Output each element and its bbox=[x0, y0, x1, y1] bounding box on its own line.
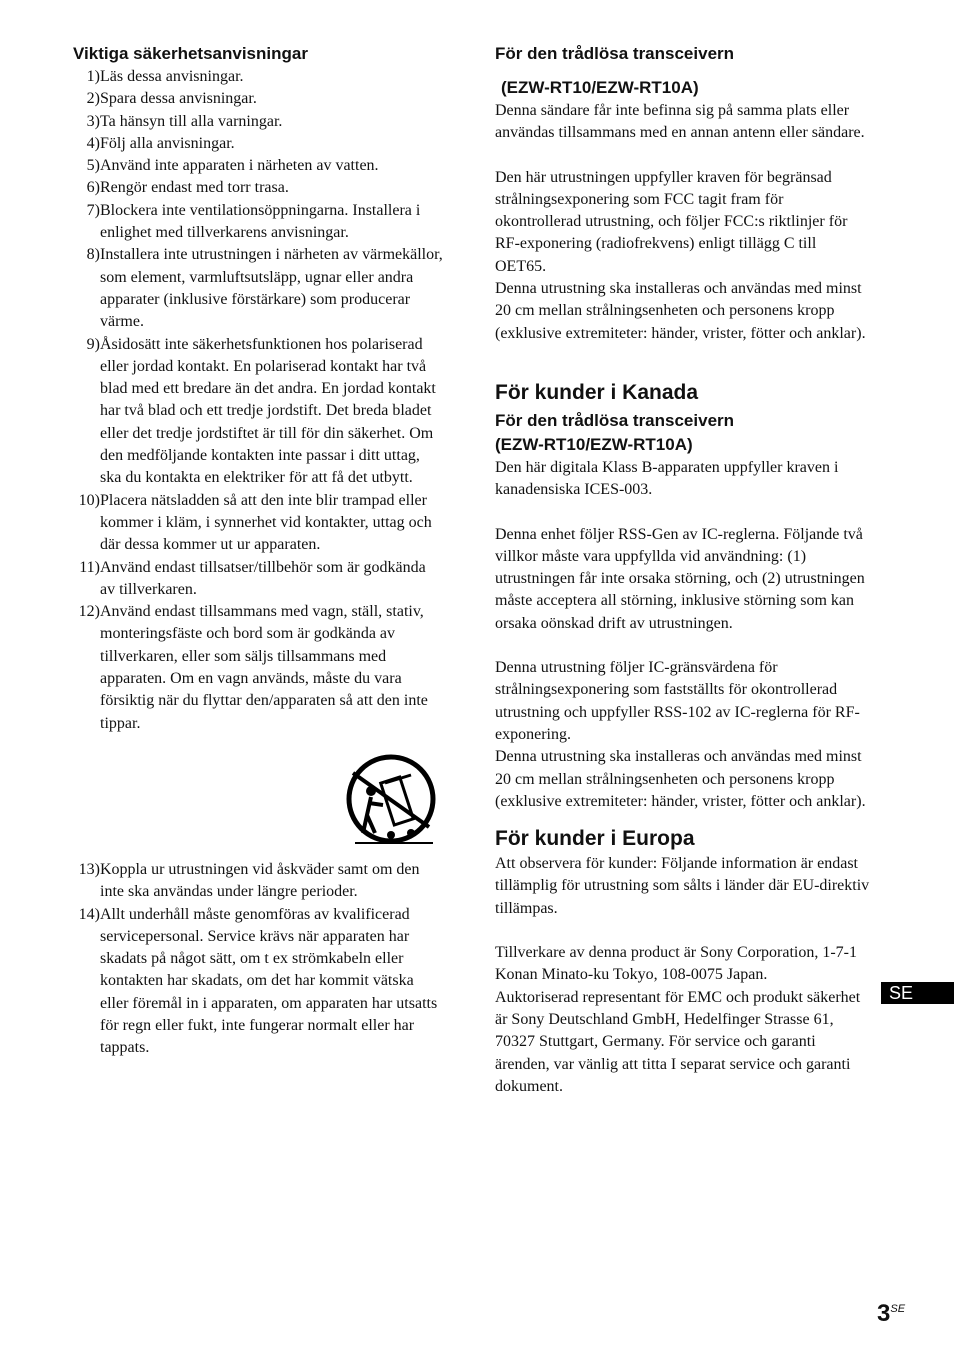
list-item bbox=[73, 155, 443, 177]
list-item bbox=[73, 88, 443, 110]
transceiver-model-heading: (EZW-RT10/EZW-RT10A) bbox=[501, 78, 699, 97]
list-item-number: 7) bbox=[86, 201, 100, 219]
list-item-text: Följ alla anvisningar. bbox=[100, 134, 235, 152]
cart-tip-over-warning-icon bbox=[345, 753, 437, 845]
list-item bbox=[73, 859, 443, 904]
page-number bbox=[877, 1300, 905, 1328]
list-item-number: 1) bbox=[86, 68, 100, 85]
list-item bbox=[73, 601, 443, 735]
europe-paragraph-1: Att observera för kunder: Följande information är endast tillämplig för utrustning som sålts i länder där EU-direktiv tillämpas. bbox=[495, 855, 870, 917]
list-item-text: Ta hänsyn till alla varningar. bbox=[100, 112, 283, 130]
list-item-text: Allt underhåll måste genomföras av kvalificerad servicepersonal. Service krävs när apparaten har skadats på något sätt, om t ex strömkabeln eller kontakten har skadats, om det har kommit vätska eller föremål in i apparaten, om apparaten har utsatts för regn eller fukt, inte fungerar normalt eller har tappats. bbox=[100, 905, 438, 1057]
list-item-number: 2) bbox=[86, 90, 100, 108]
europe-paragraph-2: Tillverkare av denna product är Sony Corporation, 1-7-1 Konan Minato-ku Tokyo, 108-0075 Japan. bbox=[495, 944, 857, 984]
list-item-number: 10) bbox=[78, 491, 100, 509]
list-item bbox=[73, 200, 443, 245]
list-item-number: 11) bbox=[79, 558, 100, 576]
list-item bbox=[73, 244, 443, 333]
europe-heading: För kunder i Europa bbox=[495, 827, 695, 851]
list-item-text: Läs dessa anvisningar. bbox=[100, 68, 244, 85]
transceiver-paragraph-3: Denna utrustning ska installeras och användas med minst 20 cm mellan strålningsenheten och personens kropp (exklusive extremiteter: händer, vrister, fötter och anklar). bbox=[495, 280, 866, 342]
list-item-number: 5) bbox=[86, 157, 100, 175]
page-number-suffix: SE bbox=[890, 1303, 906, 1315]
list-item-text: Rengör endast med torr trasa. bbox=[100, 179, 289, 197]
list-item-number: 9) bbox=[86, 335, 100, 353]
list-item bbox=[73, 66, 443, 88]
safety-heading: Viktiga säkerhetsanvisningar bbox=[73, 44, 308, 63]
canada-heading: För kunder i Kanada bbox=[495, 380, 699, 404]
list-item-text: Installera inte utrustningen i närheten av värmekällor, som element, varmluftsutsläpp, ugnar eller andra apparater (inklusive förstärkare) som producerar värme. bbox=[100, 246, 443, 331]
list-item-number: 3) bbox=[86, 112, 100, 130]
safety-list-b bbox=[73, 859, 443, 1060]
transceiver-heading: För den trådlösa transceivern bbox=[495, 44, 735, 63]
list-item bbox=[73, 490, 443, 557]
list-item bbox=[73, 904, 443, 1060]
list-item-number: 13) bbox=[78, 860, 100, 878]
list-item-number: 14) bbox=[78, 905, 100, 923]
canada-paragraph-3: Denna utrustning följer IC-gränsvärdena för strålningsexponering som fastställts för okontrollerad utrustning och uppfyller RSS-102 av IC-reglerna för RF-exponering. bbox=[495, 659, 860, 743]
canada-transceiver-heading: För den trådlösa transceivern bbox=[495, 410, 735, 430]
language-tab: SE bbox=[881, 982, 954, 1004]
transceiver-paragraph-1: Denna sändare får inte befinna sig på samma plats eller användas tillsammans med en annan antenn eller sändare. bbox=[495, 102, 865, 142]
page-number-digit: 3 bbox=[877, 1300, 891, 1327]
transceiver-paragraph-2: Den här utrustningen uppfyller kraven för begränsad strålningsexponering som FCC tagit fram för okontrollerad utrustning, och följer FCC:s riktlinjer för RF-exponering (radiofrekvens) enligt tillägg C till OET65. bbox=[495, 168, 848, 275]
left-column bbox=[73, 42, 443, 1060]
list-item-text: Koppla ur utrustningen vid åskväder samt om den inte ska användas under längre perioder. bbox=[100, 860, 420, 901]
europe-paragraph-3: Auktoriserad representant för EMC och produkt säkerhet är Sony Deutschland GmbH, Hedelfinger Strasse 61, 70327 Stuttgart, Germany. För service och garanti ärenden, var vänlig att titta I separat service och garanti dokument. bbox=[495, 988, 861, 1095]
list-item-number: 12) bbox=[78, 603, 100, 621]
canada-paragraph-1: Den här digitala Klass B-apparaten uppfyller kraven i kanadensiska ICES-003. bbox=[495, 458, 839, 499]
list-item-text: Använd endast tillsatser/tillbehör som är godkända av tillverkaren. bbox=[100, 558, 426, 598]
list-item-number: 8) bbox=[86, 246, 100, 264]
list-item-text: Åsidosätt inte säkerhetsfunktionen hos polariserad eller jordad kontakt. En polariserad kontakt har två blad med ett bredare än det andra. En jordad kontakt har två blad och ett tredje jordstift. Det breda bladet eller det tredje jordstiftet är till för din säkerhet. Om den medföljande kontakten inte passar i ditt uttag, ska du kontakta en elektriker för att få det utbytt. bbox=[100, 335, 436, 487]
list-item-text: Använd endast tillsammans med vagn, ställ, stativ, monteringsfäste och bord som är godkända av tillverkaren, eller som säljs tillsammans med apparaten. Om en vagn används, måste du vara försiktig när du flyttar den/apparaten så att den inte tippar. bbox=[100, 603, 428, 732]
list-item-text: Spara dessa anvisningar. bbox=[100, 90, 257, 108]
safety-list-a bbox=[73, 66, 443, 735]
list-item bbox=[73, 111, 443, 133]
list-item-text: Använd inte apparaten i närheten av vatten. bbox=[100, 157, 379, 175]
list-item-number: 4) bbox=[86, 134, 100, 152]
canada-paragraph-2: Denna enhet följer RSS-Gen av IC-reglerna. Följande två villkor måste vara uppfyllda vid användning: (1) utrustningen får inte orsaka störning, och (2) utrustningen måste acceptera all störning, inklusive störning som kan orsaka oönskad drift av utrustningen. bbox=[495, 525, 865, 632]
list-item bbox=[73, 557, 443, 602]
list-item-number: 6) bbox=[86, 179, 100, 197]
right-column bbox=[495, 42, 870, 1098]
list-item-text: Placera nätsladden så att den inte blir trampad eller kommer i kläm, i synnerhet vid kontakter, uttag och där dessa kommer ut ur apparaten. bbox=[100, 491, 432, 554]
canada-model-heading: (EZW-RT10/EZW-RT10A) bbox=[495, 434, 693, 454]
list-item-text: Blockera inte ventilationsöppningarna. Installera i enlighet med tillverkarens anvisningar. bbox=[100, 201, 421, 242]
list-item bbox=[73, 177, 443, 199]
list-item bbox=[73, 334, 443, 490]
list-item bbox=[73, 133, 443, 155]
canada-paragraph-4: Denna utrustning ska installeras och användas med minst 20 cm mellan strålningsenheten och personens kropp (exklusive extremiteter: händer, vrister, fötter och anklar). bbox=[495, 748, 866, 810]
